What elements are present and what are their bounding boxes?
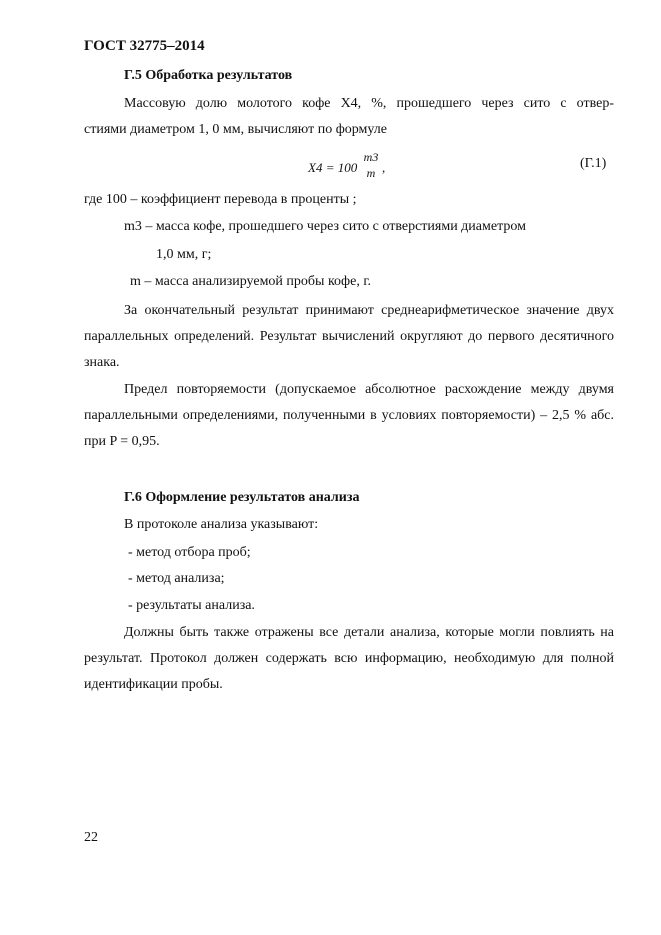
protocol-intro: В протоколе анализа указывают: [124, 517, 319, 532]
repeatability-paragraph: Предел повторяемости (допускаемое абсолютное расхождение между двумя параллельными определениями, полученными в условиях повторяемости) – 2,5 % абс. при P = 0,95. [84, 382, 614, 449]
where-line: где 100 – коэффициент перевода в проценты ; [84, 192, 357, 207]
formula-g1 [308, 150, 408, 184]
document-header: ГОСТ 32775–2014 [84, 38, 205, 54]
formula-number: (Г.1) [580, 156, 607, 171]
formula-lhs: X4 = 100 [308, 160, 358, 175]
m3-definition-line-1: m3 – масса кофе, прошедшего через сито с отверстиями диаметром [124, 219, 526, 234]
formula-fraction [362, 150, 380, 181]
formula-numerator: m3 [363, 150, 379, 164]
intro-line-1: Массовую долю молотого кофе X4, %, прошедшего через сито с отвер- [124, 96, 614, 111]
intro-line-2: стиями диаметром 1, 0 мм, вычисляют по формуле [84, 122, 387, 137]
list-item: - результаты анализа. [128, 598, 255, 613]
m-definition-line: m – масса анализируемой пробы кофе, г. [130, 274, 371, 289]
section-heading-g6: Г.6 Оформление результатов анализа [124, 490, 360, 505]
list-item: - метод анализа; [128, 571, 225, 586]
closing-paragraph: Должны быть также отражены все детали анализа, которые могли повлиять на результат. Протокол должен содержать всю информацию, необходимую для полной идентификации пробы. [84, 625, 614, 692]
final-result-paragraph: За окончательный результат принимают среднеарифметическое значение двух параллельных определений. Результат вычислений округляют до первого десятичного знака. [84, 303, 614, 370]
page-number: 22 [84, 830, 98, 845]
section-heading-g5: Г.5 Обработка результатов [124, 68, 293, 83]
m3-definition-line-2: 1,0 мм, г; [156, 247, 212, 262]
formula-comma: , [382, 160, 386, 175]
formula-denominator: m [366, 166, 376, 180]
list-item: - метод отбора проб; [128, 545, 251, 560]
